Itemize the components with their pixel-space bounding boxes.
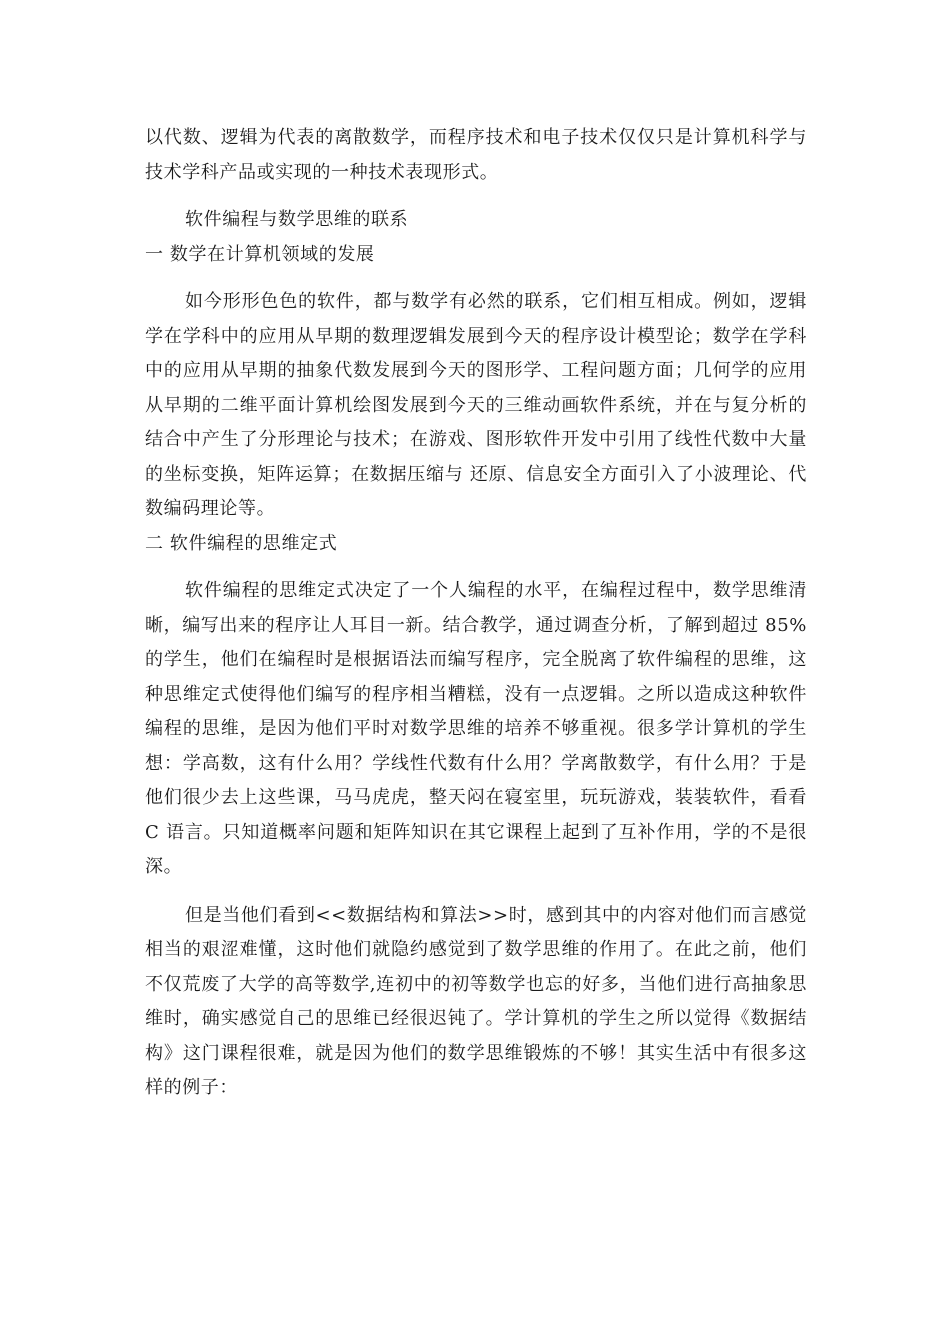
section-title: 软件编程与数学思维的联系	[185, 209, 409, 230]
intro-paragraph: 以代数、逻辑为代表的离散数学，而程序技术和电子技术仅仅只是计算机科学与技术学科产品或实现的一种技术表现形式。	[145, 127, 807, 183]
section-one-paragraph: 如今形形色色的软件，都与数学有必然的联系，它们相互相成。例如，逻辑学在学科中的应用从早期的数理逻辑发展到今天的程序设计模型论；数学在学科中的应用从早期的抽象代数发展到今天的图形学、工程问题方面；几何学的应用从早期的二维平面计算机绘图发展到今天的三维动画软件系统，并在与复分析的结合中产生了分形理论与技术；在游戏、图形软件开发中引用了线性代数中大量的坐标变换，矩阵运算；在数据压缩与 还原、信息安全方面引入了小波理论、代数编码理论等。	[145, 291, 807, 519]
section-two-paragraph-1: 软件编程的思维定式决定了一个人编程的水平，在编程过程中，数学思维清晰，编写出来的程序让人耳目一新。结合教学，通过调查分析，了解到超过 85%的学生，他们在编程时是根据语法而编写程序，完全脱离了软件编程的思维，这种思维定式使得他们编写的程序相当糟糕，没有一点逻辑。之所以造成这种软件编程的思维，是因为他们平时对数学思维的培养不够重视。很多学计算机的学生想：学高数，这有什么用？学线性代数有什么用？学离散数学，有什么用？于是他们很少去上这些课，马马虎虎，整天闷在寝室里，玩玩游戏，装装软件，看看 C 语言。只知道概率问题和矩阵知识在其它课程上起到了互补作用，学的不是很深。	[145, 580, 807, 877]
section-two-paragraph-2: 但是当他们看到<<数据结构和算法>>时，感到其中的内容对他们而言感觉相当的艰涩难懂，这时他们就隐约感觉到了数学思维的作用了。在此之前，他们不仅荒废了大学的高等数学,连初中的初等数学也忘的好多，当他们进行高抽象思维时，确实感觉自己的思维已经很迟钝了。学计算机的学生之所以觉得《数据结构》这门课程很难，就是因为他们的数学思维锻炼的不够！其实生活中有很多这样的例子：	[145, 904, 807, 1098]
section-one-heading: 一 数学在计算机领域的发展	[145, 243, 375, 265]
document-body	[145, 121, 807, 1106]
section-two-heading: 二 软件编程的思维定式	[145, 532, 338, 554]
